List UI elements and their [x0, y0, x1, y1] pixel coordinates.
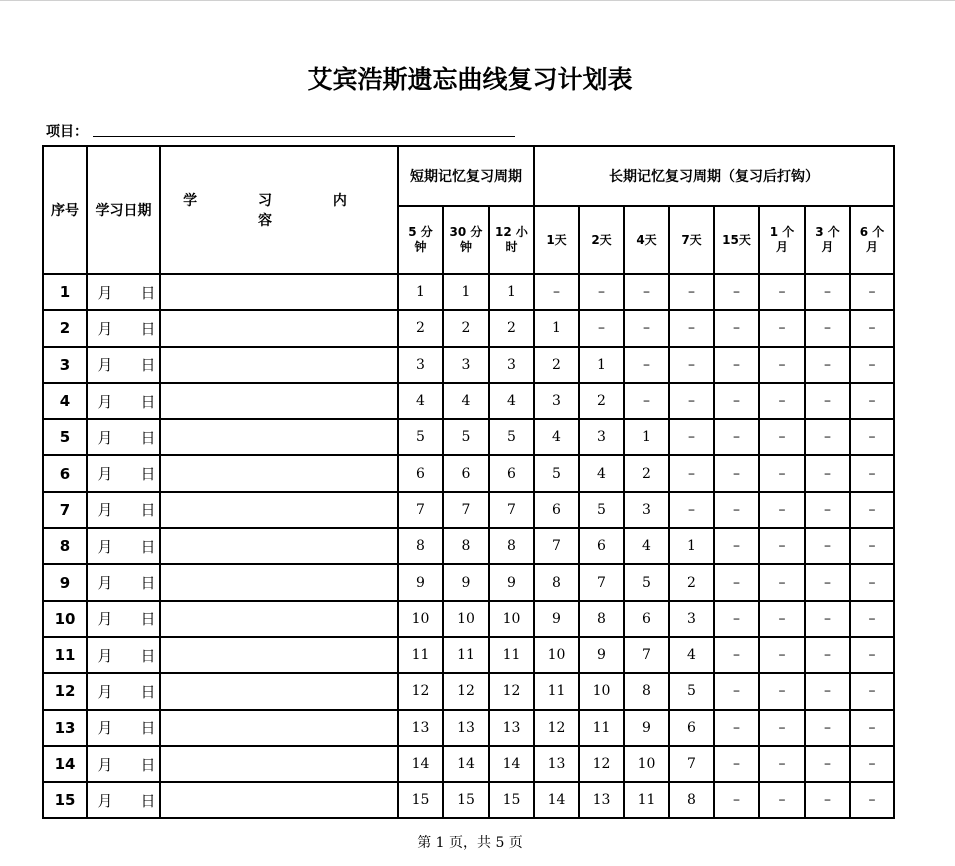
long-review-cell[interactable]: –	[714, 710, 759, 746]
long-review-cell[interactable]: –	[805, 383, 850, 419]
long-review-cell[interactable]: 13	[579, 782, 624, 818]
month-label: 月	[97, 791, 113, 810]
row-content-cell[interactable]	[160, 419, 398, 455]
short-review-cell: 13	[489, 710, 534, 746]
long-review-cell[interactable]: –	[759, 419, 805, 455]
row-content-cell[interactable]	[160, 492, 398, 528]
month-label: 月	[97, 574, 113, 593]
month-label: 月	[97, 646, 113, 665]
row-index: 6	[43, 455, 87, 491]
long-review-cell[interactable]: 8	[579, 601, 624, 637]
long-review-cell[interactable]: –	[805, 673, 850, 709]
row-content-cell[interactable]	[160, 347, 398, 383]
short-review-cell: 13	[398, 710, 443, 746]
project-underline	[93, 136, 515, 137]
month-label: 月	[97, 283, 113, 302]
day-label: 日	[140, 755, 156, 774]
row-index: 2	[43, 310, 87, 346]
long-review-cell[interactable]: –	[714, 274, 759, 310]
long-review-cell[interactable]: –	[714, 347, 759, 383]
long-review-cell[interactable]: –	[850, 492, 894, 528]
row-index: 12	[43, 673, 87, 709]
long-review-cell[interactable]: –	[624, 383, 669, 419]
long-review-cell[interactable]: 12	[534, 710, 579, 746]
short-review-cell: 2	[443, 310, 489, 346]
header-long-7	[805, 206, 850, 274]
long-review-cell[interactable]: 4	[624, 528, 669, 564]
review-table	[42, 145, 895, 819]
long-review-cell[interactable]: 6	[534, 492, 579, 528]
header-long-5-top: 15天	[722, 232, 751, 247]
long-review-cell[interactable]: 10	[579, 673, 624, 709]
long-review-cell[interactable]: –	[850, 347, 894, 383]
header-long-3	[624, 206, 669, 274]
short-review-cell: 5	[489, 419, 534, 455]
short-review-cell: 15	[443, 782, 489, 818]
long-review-cell[interactable]: –	[850, 637, 894, 673]
row-index: 13	[43, 710, 87, 746]
row-date[interactable]	[87, 347, 160, 383]
long-review-cell[interactable]: –	[624, 274, 669, 310]
table-row	[43, 782, 894, 818]
short-review-cell: 4	[443, 383, 489, 419]
long-review-cell[interactable]: –	[805, 601, 850, 637]
row-index: 10	[43, 601, 87, 637]
header-short-1-top: 5 分	[408, 225, 433, 239]
long-review-cell[interactable]: –	[805, 637, 850, 673]
row-content-cell[interactable]	[160, 528, 398, 564]
short-review-cell: 9	[398, 564, 443, 600]
header-index: 序号	[43, 146, 87, 274]
long-review-cell[interactable]: 2	[579, 383, 624, 419]
month-label: 月	[97, 755, 113, 774]
row-date[interactable]	[87, 455, 160, 491]
day-label: 日	[140, 610, 156, 629]
long-review-cell[interactable]: 8	[534, 564, 579, 600]
long-review-cell[interactable]: –	[850, 274, 894, 310]
table-row	[43, 383, 894, 419]
long-review-cell[interactable]: 7	[669, 746, 714, 782]
day-label: 日	[140, 682, 156, 701]
short-review-cell: 2	[398, 310, 443, 346]
long-review-cell[interactable]: –	[805, 455, 850, 491]
long-review-cell[interactable]: –	[805, 274, 850, 310]
short-review-cell: 11	[489, 637, 534, 673]
short-review-cell: 6	[398, 455, 443, 491]
short-review-cell: 8	[398, 528, 443, 564]
table-row	[43, 637, 894, 673]
long-review-cell[interactable]: 3	[534, 383, 579, 419]
row-content-cell[interactable]	[160, 310, 398, 346]
long-review-cell[interactable]: 2	[624, 455, 669, 491]
short-review-cell: 15	[489, 782, 534, 818]
table-row	[43, 492, 894, 528]
page-title: 艾宾浩斯遗忘曲线复习计划表	[307, 65, 633, 94]
day-label: 日	[140, 356, 156, 375]
short-review-cell: 10	[443, 601, 489, 637]
long-review-cell[interactable]: –	[669, 455, 714, 491]
short-review-cell: 10	[489, 601, 534, 637]
short-review-cell: 3	[443, 347, 489, 383]
table-row	[43, 455, 894, 491]
row-date[interactable]	[87, 710, 160, 746]
long-review-cell[interactable]: 10	[624, 746, 669, 782]
long-review-cell[interactable]: –	[850, 782, 894, 818]
long-review-cell[interactable]: –	[714, 782, 759, 818]
header-short-3-top: 12 小	[495, 225, 528, 239]
header-long-group: 长期记忆复习周期（复习后打钩）	[534, 146, 894, 206]
long-review-cell[interactable]: –	[850, 601, 894, 637]
header-long-6-bottom: 月	[775, 240, 788, 254]
month-label: 月	[97, 465, 113, 484]
long-review-cell[interactable]: –	[759, 710, 805, 746]
long-review-cell[interactable]: –	[805, 782, 850, 818]
day-label: 日	[140, 791, 156, 810]
day-label: 日	[140, 574, 156, 593]
row-date[interactable]	[87, 564, 160, 600]
long-review-cell[interactable]: –	[714, 492, 759, 528]
row-content-cell[interactable]	[160, 746, 398, 782]
long-review-cell[interactable]: –	[714, 310, 759, 346]
header-long-1-top: 1天	[546, 232, 567, 247]
header-long-6	[759, 206, 805, 274]
long-review-cell[interactable]: 9	[579, 637, 624, 673]
day-label: 日	[140, 465, 156, 484]
long-review-cell[interactable]: 1	[534, 310, 579, 346]
month-label: 月	[97, 428, 113, 447]
long-review-cell[interactable]: 4	[579, 455, 624, 491]
row-content-cell[interactable]	[160, 601, 398, 637]
short-review-cell: 4	[489, 383, 534, 419]
header-date: 学习日期	[87, 146, 160, 274]
short-review-cell: 5	[443, 419, 489, 455]
month-label: 月	[97, 719, 113, 738]
month-label: 月	[97, 537, 113, 556]
row-content-cell[interactable]	[160, 782, 398, 818]
long-review-cell[interactable]: 6	[579, 528, 624, 564]
long-review-cell[interactable]: –	[759, 310, 805, 346]
long-review-cell[interactable]: –	[759, 383, 805, 419]
long-review-cell[interactable]: –	[669, 310, 714, 346]
long-review-cell[interactable]: 8	[669, 782, 714, 818]
day-label: 日	[140, 501, 156, 520]
long-review-cell[interactable]: –	[805, 419, 850, 455]
long-review-cell[interactable]: –	[850, 564, 894, 600]
long-review-cell[interactable]: –	[714, 528, 759, 564]
row-index: 14	[43, 746, 87, 782]
row-content-cell[interactable]	[160, 710, 398, 746]
row-content-cell[interactable]	[160, 564, 398, 600]
table-row	[43, 347, 894, 383]
short-review-cell: 14	[489, 746, 534, 782]
long-review-cell[interactable]: –	[714, 564, 759, 600]
header-short-3-bottom: 时	[505, 240, 518, 254]
long-review-cell[interactable]: –	[534, 274, 579, 310]
header-long-8-top: 6 个	[859, 225, 885, 239]
short-review-cell: 1	[443, 274, 489, 310]
long-review-cell[interactable]: –	[805, 528, 850, 564]
row-date[interactable]	[87, 673, 160, 709]
short-review-cell: 4	[398, 383, 443, 419]
header-long-5	[714, 206, 759, 274]
short-review-cell: 11	[443, 637, 489, 673]
day-label: 日	[140, 537, 156, 556]
short-review-cell: 11	[398, 637, 443, 673]
month-label: 月	[97, 682, 113, 701]
long-review-cell[interactable]: 3	[669, 601, 714, 637]
long-review-cell[interactable]: 1	[669, 528, 714, 564]
header-long-2-top: 2天	[591, 232, 612, 247]
long-review-cell[interactable]: –	[624, 347, 669, 383]
row-date[interactable]	[87, 492, 160, 528]
short-review-cell: 14	[443, 746, 489, 782]
long-review-cell[interactable]: 11	[579, 710, 624, 746]
long-review-cell[interactable]: –	[805, 310, 850, 346]
long-review-cell[interactable]: 8	[624, 673, 669, 709]
long-review-cell[interactable]: 4	[669, 637, 714, 673]
long-review-cell[interactable]: 2	[669, 564, 714, 600]
short-review-cell: 15	[398, 782, 443, 818]
short-review-cell: 1	[489, 274, 534, 310]
long-review-cell[interactable]: –	[669, 492, 714, 528]
header-long-3-top: 4天	[636, 232, 657, 247]
long-review-cell[interactable]: –	[759, 782, 805, 818]
table-row	[43, 564, 894, 600]
long-review-cell[interactable]: 1	[624, 419, 669, 455]
long-review-cell[interactable]: 3	[624, 492, 669, 528]
row-index: 7	[43, 492, 87, 528]
long-review-cell[interactable]: –	[714, 419, 759, 455]
long-review-cell[interactable]: –	[850, 419, 894, 455]
row-index: 15	[43, 782, 87, 818]
long-review-cell[interactable]: 7	[624, 637, 669, 673]
short-review-cell: 3	[398, 347, 443, 383]
long-review-cell[interactable]: 9	[534, 601, 579, 637]
long-review-cell[interactable]: –	[850, 310, 894, 346]
long-review-cell[interactable]: 5	[534, 455, 579, 491]
short-review-cell: 12	[443, 673, 489, 709]
table-row	[43, 310, 894, 346]
top-rule	[0, 0, 955, 1]
long-review-cell[interactable]: –	[850, 710, 894, 746]
long-review-cell[interactable]: –	[579, 274, 624, 310]
row-index: 4	[43, 383, 87, 419]
header-long-8-bottom: 月	[865, 240, 878, 254]
long-review-cell[interactable]: –	[579, 310, 624, 346]
row-index: 9	[43, 564, 87, 600]
short-review-cell: 12	[489, 673, 534, 709]
long-review-cell[interactable]: –	[759, 492, 805, 528]
header-short-2	[443, 206, 489, 274]
table-row	[43, 673, 894, 709]
month-label: 月	[97, 356, 113, 375]
long-review-cell[interactable]: –	[624, 310, 669, 346]
long-review-cell[interactable]: –	[759, 746, 805, 782]
row-date[interactable]	[87, 746, 160, 782]
short-review-cell: 10	[398, 601, 443, 637]
long-review-cell[interactable]: –	[714, 637, 759, 673]
table-row	[43, 710, 894, 746]
long-review-cell[interactable]: –	[850, 455, 894, 491]
table-row	[43, 419, 894, 455]
long-review-cell[interactable]: 6	[669, 710, 714, 746]
month-label: 月	[97, 501, 113, 520]
row-date[interactable]	[87, 528, 160, 564]
short-review-cell: 5	[398, 419, 443, 455]
header-short-2-top: 30 分	[449, 225, 483, 239]
row-content-cell[interactable]	[160, 383, 398, 419]
day-label: 日	[140, 719, 156, 738]
row-index: 11	[43, 637, 87, 673]
short-review-cell: 7	[443, 492, 489, 528]
header-long-8	[850, 206, 894, 274]
long-review-cell[interactable]: –	[850, 673, 894, 709]
long-review-cell[interactable]: 1	[579, 347, 624, 383]
long-review-cell[interactable]: –	[805, 710, 850, 746]
header-long-4-top: 7天	[681, 232, 702, 247]
long-review-cell[interactable]: 10	[534, 637, 579, 673]
short-review-cell: 9	[489, 564, 534, 600]
long-review-cell[interactable]: –	[759, 601, 805, 637]
header-short-2-bottom: 钟	[459, 240, 472, 254]
row-content-cell[interactable]	[160, 455, 398, 491]
short-review-cell: 13	[443, 710, 489, 746]
short-review-cell: 2	[489, 310, 534, 346]
long-review-cell[interactable]: –	[669, 383, 714, 419]
short-review-cell: 1	[398, 274, 443, 310]
long-review-cell[interactable]: –	[759, 564, 805, 600]
long-review-cell[interactable]: 9	[624, 710, 669, 746]
long-review-cell[interactable]: 2	[534, 347, 579, 383]
day-label: 日	[140, 319, 156, 338]
long-review-cell[interactable]: 14	[534, 782, 579, 818]
row-content-cell[interactable]	[160, 637, 398, 673]
day-label: 日	[140, 283, 156, 302]
long-review-cell[interactable]: 5	[579, 492, 624, 528]
row-date[interactable]	[87, 274, 160, 310]
row-date[interactable]	[87, 310, 160, 346]
long-review-cell[interactable]: 11	[624, 782, 669, 818]
header-long-6-top: 1 个	[769, 225, 795, 239]
long-review-cell[interactable]: –	[759, 347, 805, 383]
day-label: 日	[140, 392, 156, 411]
header-short-1-bottom: 钟	[414, 240, 427, 254]
short-review-cell: 3	[489, 347, 534, 383]
table-row	[43, 274, 894, 310]
month-label: 月	[97, 392, 113, 411]
long-review-cell[interactable]: –	[714, 673, 759, 709]
long-review-cell[interactable]: –	[805, 347, 850, 383]
header-long-7-bottom: 月	[821, 240, 834, 254]
header-content-label: 学 习 内 容	[183, 193, 375, 229]
long-review-cell[interactable]: –	[759, 673, 805, 709]
month-label: 月	[97, 610, 113, 629]
long-review-cell[interactable]: –	[850, 383, 894, 419]
long-review-cell[interactable]: –	[759, 637, 805, 673]
long-review-cell[interactable]: 7	[579, 564, 624, 600]
long-review-cell[interactable]: 3	[579, 419, 624, 455]
header-long-4	[669, 206, 714, 274]
row-index: 5	[43, 419, 87, 455]
long-review-cell[interactable]: 5	[669, 673, 714, 709]
long-review-cell[interactable]: –	[759, 528, 805, 564]
long-review-cell[interactable]: –	[850, 746, 894, 782]
long-review-cell[interactable]: 12	[579, 746, 624, 782]
long-review-cell[interactable]: –	[714, 383, 759, 419]
table-row	[43, 601, 894, 637]
header-short-1	[398, 206, 443, 274]
row-content-cell[interactable]	[160, 673, 398, 709]
row-index: 1	[43, 274, 87, 310]
short-review-cell: 7	[398, 492, 443, 528]
short-review-cell: 6	[443, 455, 489, 491]
short-review-cell: 9	[443, 564, 489, 600]
long-review-cell[interactable]: –	[714, 746, 759, 782]
table-row	[43, 746, 894, 782]
row-date[interactable]	[87, 383, 160, 419]
table-row	[43, 528, 894, 564]
month-label: 月	[97, 319, 113, 338]
header-short-group: 短期记忆复习周期	[398, 146, 534, 206]
day-label: 日	[140, 428, 156, 447]
short-review-cell: 8	[489, 528, 534, 564]
row-index: 8	[43, 528, 87, 564]
long-review-cell[interactable]: –	[805, 746, 850, 782]
project-label: 项目：	[46, 124, 88, 140]
short-review-cell: 12	[398, 673, 443, 709]
header-content	[160, 146, 398, 274]
row-date[interactable]	[87, 419, 160, 455]
long-review-cell[interactable]: –	[669, 274, 714, 310]
long-review-cell[interactable]: 13	[534, 746, 579, 782]
long-review-cell[interactable]: –	[669, 347, 714, 383]
long-review-cell[interactable]: 11	[534, 673, 579, 709]
header-short-3	[489, 206, 534, 274]
long-review-cell[interactable]: –	[759, 455, 805, 491]
table-body	[43, 274, 894, 818]
short-review-cell: 14	[398, 746, 443, 782]
long-review-cell[interactable]: –	[805, 564, 850, 600]
long-review-cell[interactable]: 4	[534, 419, 579, 455]
long-review-cell[interactable]: 5	[624, 564, 669, 600]
short-review-cell: 8	[443, 528, 489, 564]
header-long-2	[579, 206, 624, 274]
short-review-cell: 7	[489, 492, 534, 528]
row-date[interactable]	[87, 601, 160, 637]
day-label: 日	[140, 646, 156, 665]
page-footer: 第 1 页，共 5 页	[417, 835, 523, 851]
long-review-cell[interactable]: –	[714, 601, 759, 637]
long-review-cell[interactable]: 6	[624, 601, 669, 637]
long-review-cell[interactable]: –	[805, 492, 850, 528]
long-review-cell[interactable]: –	[759, 274, 805, 310]
row-date[interactable]	[87, 782, 160, 818]
row-content-cell[interactable]	[160, 274, 398, 310]
row-index: 3	[43, 347, 87, 383]
header-long-7-top: 3 个	[815, 225, 840, 239]
row-date[interactable]	[87, 637, 160, 673]
long-review-cell[interactable]: –	[669, 419, 714, 455]
long-review-cell[interactable]: –	[714, 455, 759, 491]
long-review-cell[interactable]: –	[850, 528, 894, 564]
header-long-1	[534, 206, 579, 274]
short-review-cell: 6	[489, 455, 534, 491]
long-review-cell[interactable]: 7	[534, 528, 579, 564]
